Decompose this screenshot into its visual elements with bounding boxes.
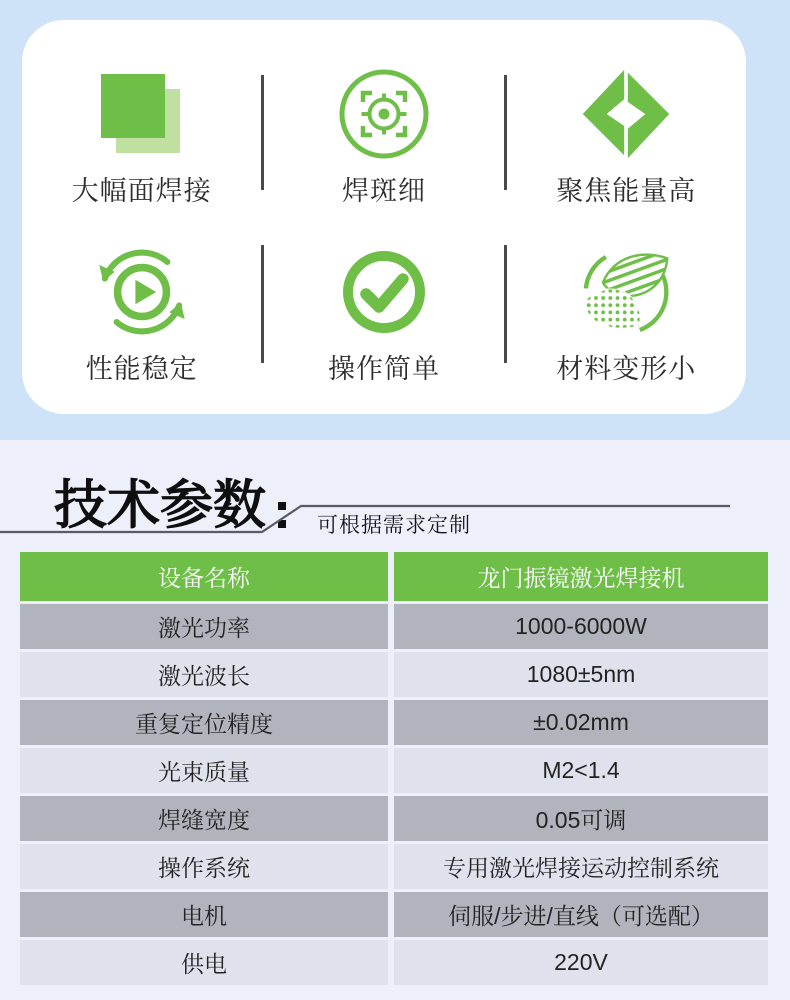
table-row-value: 伺服/步进/直线（可选配） (394, 892, 768, 937)
feature-stable-performance (22, 244, 261, 396)
table-row-param: 操作系统 (20, 844, 388, 889)
feature-label: 焊斑细 (341, 176, 426, 206)
feature-easy-operation (264, 244, 503, 396)
table-row-param: 焊缝宽度 (20, 796, 388, 841)
table-row-value: 1000-6000W (394, 604, 768, 649)
table-header-param: 设备名称 (20, 552, 388, 601)
feature-label: 操作简单 (327, 354, 440, 384)
leaf-material-icon (578, 244, 674, 340)
features-row-2 (22, 244, 746, 396)
table-row-value: 1080±5nm (394, 652, 768, 697)
table-row-param: 激光波长 (20, 652, 388, 697)
features-row-1 (22, 66, 746, 218)
feature-label: 聚焦能量高 (556, 176, 697, 206)
table-row-value: ±0.02mm (394, 700, 768, 745)
feature-large-area-welding (22, 66, 261, 218)
table-row-value: M2<1.4 (394, 748, 768, 793)
page-title: 技术参数 (54, 476, 266, 535)
spec-table (20, 552, 768, 985)
stability-cycle-icon (95, 244, 189, 340)
table-row-value: 0.05可调 (394, 796, 768, 841)
feature-high-focus-energy (507, 66, 746, 218)
features-card (22, 20, 746, 414)
table-row-value: 专用激光焊接运动控制系统 (394, 844, 768, 889)
table-row-value: 220V (394, 940, 768, 985)
table-row-param: 供电 (20, 940, 388, 985)
table-row-param: 激光功率 (20, 604, 388, 649)
features-section (0, 0, 790, 440)
specs-subtitle: 可根据需求定制 (317, 514, 471, 537)
feature-label: 大幅面焊接 (71, 176, 212, 206)
specs-section (0, 440, 790, 1000)
check-circle-icon (337, 244, 431, 340)
energy-diamond-icon (580, 66, 672, 162)
table-row-param: 重复定位精度 (20, 700, 388, 745)
table-row-param: 电机 (20, 892, 388, 937)
feature-label: 材料变形小 (556, 354, 697, 384)
feature-fine-spot (264, 66, 503, 218)
table-row-param: 光束质量 (20, 748, 388, 793)
feature-label: 性能稳定 (85, 354, 198, 384)
focus-spot-icon (338, 66, 430, 162)
table-header-value: 龙门振镜激光焊接机 (394, 552, 768, 601)
overlap-squares-icon (99, 66, 184, 162)
feature-small-deformation (507, 244, 746, 396)
